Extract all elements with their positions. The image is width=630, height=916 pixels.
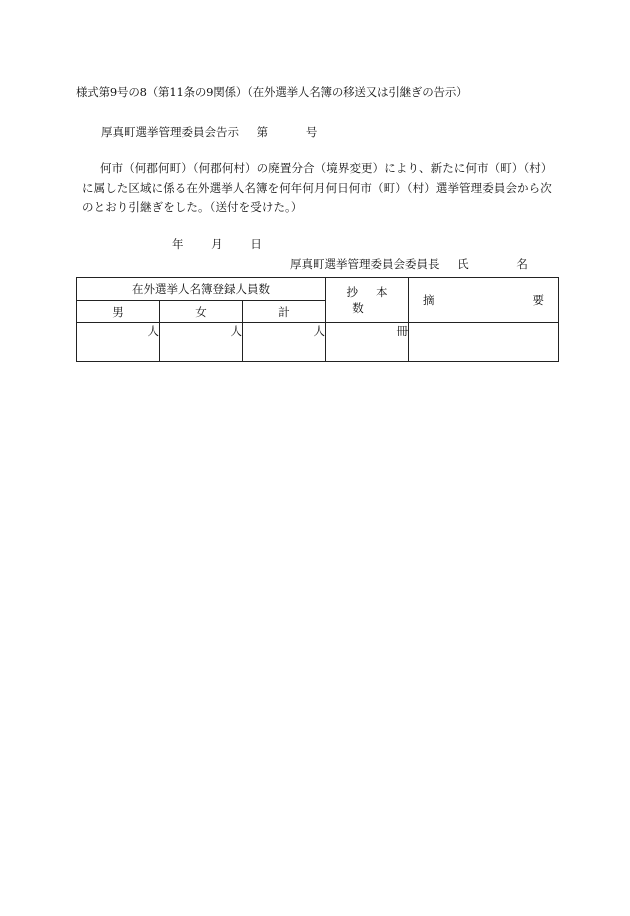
- notice-issuer: 厚真町選挙管理委員会告示: [101, 125, 239, 139]
- table-header-row-1: [77, 278, 559, 301]
- notice-line: [101, 124, 317, 140]
- header-male: 男: [77, 301, 160, 323]
- signer-name-label-2: 名: [516, 257, 528, 271]
- header-remarks-2: 要: [532, 293, 545, 307]
- header-total: 計: [243, 301, 326, 323]
- cell-remarks: [409, 323, 559, 362]
- cell-total: 人: [243, 323, 326, 362]
- header-copies: [326, 278, 409, 323]
- notice-body: 何市（何郡何町）（何郡何村）の廃置分合（境界変更）により、新たに何市（町）（村）に属した区域に係る在外選挙人名簿を何年何月何日何市（町）（村）選挙管理委員会から次のとおり引継ぎをした。（送付を受けた。）: [82, 161, 552, 214]
- header-female: 女: [160, 301, 243, 323]
- table-row: [77, 323, 559, 362]
- date-line: [172, 236, 286, 252]
- header-remarks: [409, 278, 559, 323]
- cell-copies: 冊: [326, 323, 409, 362]
- header-copies-label: 抄本数: [346, 285, 406, 315]
- signer-name-label-1: 氏: [457, 257, 469, 271]
- date-day: 日: [250, 237, 262, 251]
- form-header: 様式第9号の8（第11条の9関係）（在外選挙人名簿の移送又は引継ぎの告示）: [76, 85, 468, 99]
- registration-table: [76, 277, 559, 362]
- notice-number-prefix: 第: [256, 125, 269, 139]
- signer-title: 厚真町選挙管理委員会委員長: [290, 257, 440, 271]
- cell-male: 人: [77, 323, 160, 362]
- header-remarks-1: 摘: [423, 293, 435, 307]
- date-month: 月: [211, 237, 223, 251]
- date-year: 年: [172, 237, 184, 251]
- cell-female: 人: [160, 323, 243, 362]
- notice-number-suffix: 号: [305, 125, 318, 139]
- header-registered-count: 在外選挙人名簿登録人員数: [77, 278, 326, 301]
- signer-line: [290, 256, 528, 272]
